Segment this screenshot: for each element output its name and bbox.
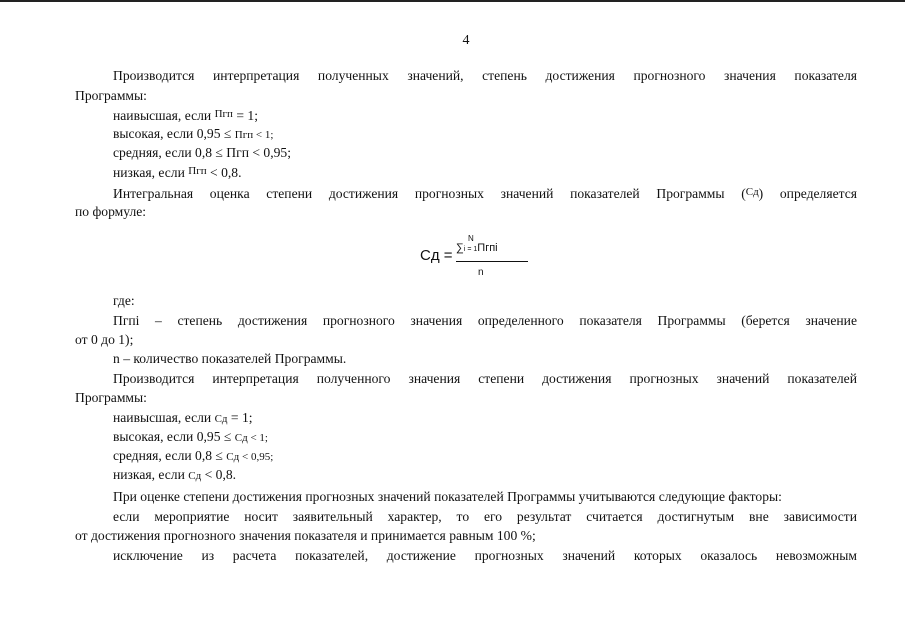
formula-sum-upper-limit: N: [468, 234, 474, 243]
symbol-pgp: Пгп: [214, 108, 233, 120]
symbol-sd: Сд: [214, 413, 228, 425]
formula-numerator: [456, 239, 498, 260]
level2-medium: средняя, если 0,8 ≤ Сд < 0,95;: [113, 448, 274, 463]
formula-sd: [420, 234, 540, 278]
formula-denominator: n: [478, 267, 484, 278]
level2-high: высокая, если 0,95 ≤ Сд < 1;: [113, 429, 268, 444]
factor-application-line2: от достижения прогнозного значения показателя и принимается равным 100 %;: [75, 528, 536, 543]
level2-highest: наивысшая, если Сд = 1;: [113, 410, 253, 425]
formula-lhs: Сд =: [420, 247, 453, 264]
page-number: 4: [462, 33, 470, 48]
factor-exclusion-line1: исключение из расчета показателей, достижение прогнозных значений которых оказалось невозможным: [113, 548, 857, 563]
formula-sum-lower-limit: i = 1: [463, 246, 478, 253]
level2-low: низкая, если Сд < 0,8.: [113, 467, 237, 482]
paragraph-integral-line1: Интегральная оценка степени достижения прогнозных значений показателей Программы ($^{Сд}$) определяется: [113, 186, 858, 201]
factor-application-line1: если мероприятие носит заявительный характер, то его результат считается достигнутым вне зависимости: [113, 509, 857, 524]
symbol-pgp: Пгп: [226, 145, 249, 160]
symbol-sd: Сд: [188, 470, 202, 482]
level-medium: средняя, если 0,8 ≤ Пгп < 0,95;: [113, 145, 291, 160]
sigma-symbol: ∑: [456, 242, 464, 254]
definition-pgpi-line2: от 0 до 1);: [75, 332, 134, 347]
level-low: низкая, если $^{Пгп}$ < 0,8.: [113, 165, 242, 180]
paragraph-interpretation-line2: Программы:: [75, 88, 147, 103]
definition-pgpi-line1: Пгпi – степень достижения прогнозного значения определенного показателя Программы (берется значение: [113, 313, 857, 328]
paragraph-integral-line2: по формуле:: [75, 204, 147, 219]
symbol-sd: Сд: [234, 432, 248, 444]
where-label: где:: [113, 293, 135, 308]
symbol-sd: Сд: [745, 186, 759, 198]
symbol-sd: Сд: [226, 451, 240, 463]
fraction-bar: [456, 261, 528, 262]
level-highest: наивысшая, если $^{Пгп}$ = 1;: [113, 108, 258, 123]
paragraph-interpretation2-line2: Программы:: [75, 390, 147, 405]
definition-n: n – количество показателей Программы.: [113, 351, 347, 366]
symbol-pgp: Пгп: [188, 165, 207, 177]
symbol-pgp: Пгп: [234, 129, 254, 141]
paragraph-interpretation2-line1: Производится интерпретация полученного значения степени достижения прогнозных значений показателей: [113, 371, 857, 386]
paragraph-factors: При оценке степени достижения прогнозных значений показателей Программы учитываются следующие факторы:: [113, 489, 782, 504]
formula-term: Пгпi: [477, 242, 498, 254]
page-top-edge-line: [0, 0, 905, 2]
level-high: высокая, если 0,95 ≤ Пгп < 1;: [113, 126, 274, 141]
paragraph-interpretation-line1: Производится интерпретация полученных значений, степень достижения прогнозного значения показателя: [113, 68, 857, 83]
